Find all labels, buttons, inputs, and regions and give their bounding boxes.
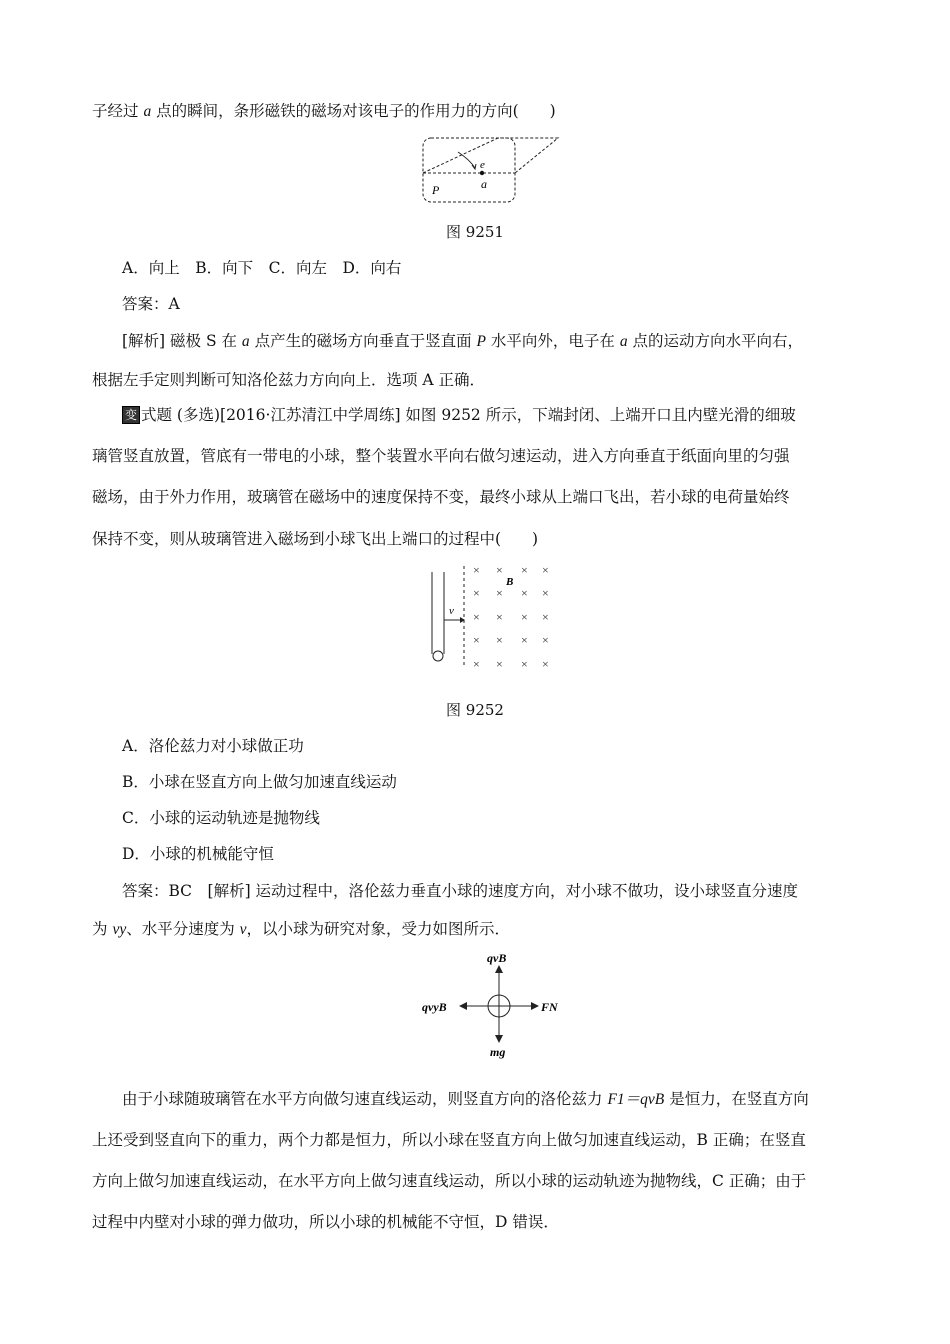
up-arrowhead (495, 965, 503, 973)
svg-text:×: × (473, 586, 480, 600)
q1-answer: 答案：A (122, 295, 180, 313)
q2-final-line3: 方向上做匀加速直线运动，在水平方向上做匀速直线运动，所以小球的运动轨迹为抛物线，C 正确；由于 (92, 1172, 807, 1190)
q1-intro: 子经过 a 点的瞬间，条形磁铁的磁场对该电子的作用力的方向( ) (92, 102, 556, 120)
q1-analysis-line2: 根据左手定则判断可知洛伦兹力方向向上．选项 A 正确． (92, 371, 486, 389)
right-arrowhead (531, 1002, 539, 1010)
svg-text:×: × (496, 633, 503, 647)
svg-text:×: × (496, 657, 503, 671)
svg-text:×: × (542, 610, 549, 624)
label-qvB: qvB (487, 951, 507, 965)
q1-analysis-line1: [解析] 磁极 S 在 a 点产生的磁场方向垂直于竖直面 P 水平向外，电子在 a 点的运动方向水平向右， (122, 332, 804, 350)
label-P: P (432, 183, 440, 197)
plane-edge (423, 138, 558, 173)
svg-text:×: × (542, 586, 549, 600)
down-arrowhead (495, 1035, 503, 1043)
electron-dot (480, 171, 484, 175)
force-diagram (420, 950, 560, 1060)
ball (433, 651, 443, 661)
q2-line4: 保持不变，则从玻璃管进入磁场到小球飞出上端口的过程中( ) (92, 530, 539, 548)
q2-final-line1: 由于小球随玻璃管在水平方向做匀速直线运动，则竖直方向的洛伦兹力 F1＝qvB 是恒力，在竖直方向 (122, 1090, 809, 1108)
label-qvyB: qvyB (422, 1000, 447, 1014)
svg-text:×: × (521, 610, 528, 624)
label-a: a (481, 177, 487, 191)
q2-option-d: D．小球的机械能守恒 (122, 845, 274, 863)
svg-text:×: × (473, 610, 480, 624)
svg-text:×: × (521, 586, 528, 600)
q2-line2: 璃管竖直放置，管底有一带电的小球，整个装置水平向右做匀速运动，进入方向垂直于纸面向里的匀强 (92, 447, 790, 465)
q1-options: A．向上 B．向下 C．向左 D．向右 (122, 259, 402, 277)
svg-text:×: × (521, 657, 528, 671)
figure-9251-caption: 图 9251 (446, 223, 504, 241)
svg-text:×: × (496, 586, 503, 600)
left-arrowhead (459, 1002, 467, 1010)
label-FN: FN (541, 1000, 558, 1014)
svg-text:×: × (473, 563, 480, 577)
q2-answer-line1: 答案：BC [解析] 运动过程中，洛伦兹力垂直小球的速度方向，对小球不做功，设小球竖直分速度 (122, 882, 799, 900)
q2-final-line4: 过程中内壁对小球的弹力做功，所以小球的机械能不守恒，D 错误． (92, 1213, 559, 1231)
q2-option-a: A．洛伦兹力对小球做正功 (122, 737, 304, 755)
q2-option-b: B．小球在竖直方向上做匀加速直线运动 (122, 773, 397, 791)
svg-text:×: × (521, 563, 528, 577)
svg-text:×: × (542, 563, 549, 577)
q2-line1: 变 式题 (多选)[2016·江苏清江中学周练] 如图 9252 所示，下端封闭、上端开口且内壁光滑的细玻 (122, 405, 894, 425)
svg-text:×: × (473, 633, 480, 647)
label-e: e (480, 159, 485, 171)
variant-tag: 变 (122, 406, 140, 424)
label-B: B (506, 576, 514, 588)
label-v: v (449, 605, 454, 617)
figure-9252-caption: 图 9252 (446, 701, 504, 719)
svg-text:×: × (542, 633, 549, 647)
svg-text:×: × (521, 633, 528, 647)
q2-option-c: C．小球的运动轨迹是抛物线 (122, 809, 320, 827)
label-mg: mg (490, 1045, 506, 1059)
q2-answer-line2: 为 vy、水平分速度为 v，以小球为研究对象，受力如图所示． (92, 920, 511, 938)
figure-9251 (418, 134, 564, 208)
q2-line3: 磁场，由于外力作用，玻璃管在磁场中的速度保持不变，最终小球从上端口飞出，若小球的电荷量始终 (92, 488, 790, 506)
svg-text:×: × (496, 610, 503, 624)
figure-9252 (424, 562, 564, 672)
svg-text:×: × (496, 563, 503, 577)
svg-text:×: × (542, 657, 549, 671)
svg-text:×: × (473, 657, 480, 671)
q2-final-line2: 上还受到竖直向下的重力，两个力都是恒力，所以小球在竖直方向上做匀加速直线运动，B 正确；在竖直 (92, 1131, 806, 1149)
